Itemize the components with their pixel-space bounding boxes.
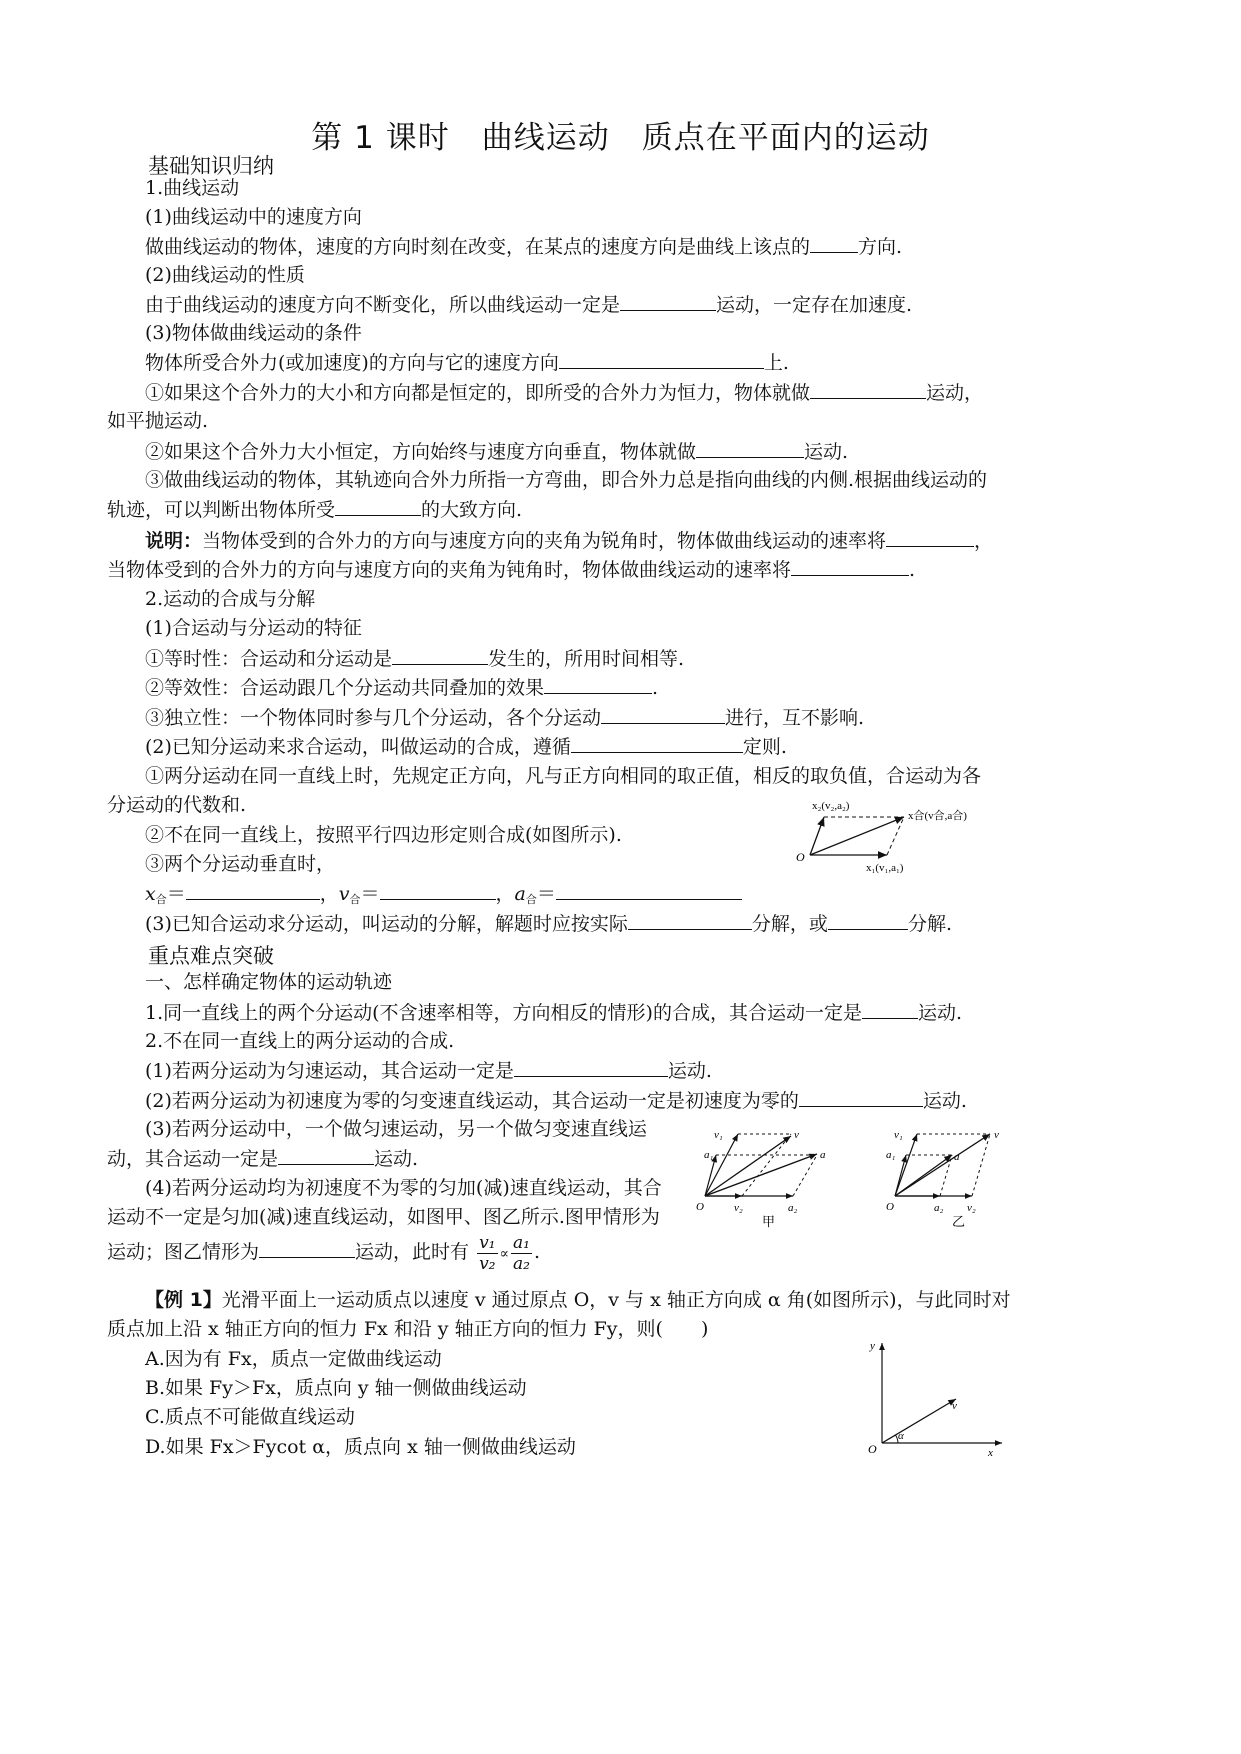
text-line: 1.曲线运动 — [145, 177, 240, 199]
text-line: 2.运动的合成与分解 — [145, 588, 316, 610]
svg-text:a: a — [820, 1149, 826, 1161]
text-line: 运动不一定是匀加(减)速直线运动，如图甲、图乙所示.图甲情形为 — [107, 1206, 660, 1228]
svg-text:a₂: a₂ — [788, 1202, 798, 1214]
label-x2: x₂(v₂,a₂) — [812, 800, 850, 812]
text-line: (2)若两分运动为初速度为零的匀变速直线运动，其合运动一定是初速度为零的 运动. — [145, 1090, 967, 1112]
svg-text:a₂: a₂ — [934, 1202, 944, 1214]
option-a: A.因为有 Fx，质点一定做曲线运动 — [145, 1348, 442, 1370]
text-line: ②如果这个合外力大小恒定，方向始终与速度方向垂直，物体就做 运动. — [145, 441, 849, 463]
label-x-he: x合(v合,a合) — [908, 810, 967, 822]
figure-jia-yi — [690, 1120, 1020, 1232]
answer-blank — [514, 1058, 668, 1077]
vector-x-he — [810, 817, 904, 855]
answer-blank — [828, 911, 908, 930]
svg-text:v: v — [994, 1129, 999, 1141]
svg-text:O: O — [868, 1442, 877, 1456]
page-title: 第 1 课时 曲线运动 质点在平面内的运动 — [311, 120, 930, 156]
text-line: (3)若两分运动中，一个做匀速运动，另一个做匀变速直线运 — [145, 1118, 647, 1140]
answer-blank — [335, 497, 421, 516]
answer-blank — [886, 528, 974, 547]
svg-text:v₂: v₂ — [734, 1202, 743, 1214]
svg-text:O: O — [696, 1201, 704, 1213]
answer-blank — [862, 1000, 918, 1019]
svg-text:甲: 甲 — [762, 1214, 776, 1229]
answer-blank — [791, 557, 909, 576]
text-line: 说明：当物体受到的合外力的方向与速度方向的夹角为锐角时，物体做曲线运动的速率将 ， — [145, 530, 994, 552]
svg-text:乙: 乙 — [952, 1214, 966, 1229]
section-heading-key-points: 重点难点突破 — [148, 944, 274, 968]
svg-text:v₁: v₁ — [894, 1129, 903, 1141]
svg-text:v₁: v₁ — [714, 1129, 723, 1141]
text-line: (1)合运动与分运动的特征 — [145, 617, 362, 639]
svg-text:a₁: a₁ — [886, 1149, 896, 1161]
text-line: (3)已知合运动求分运动，叫运动的分解，解题时应按实际 分解，或 分解. — [145, 913, 952, 935]
text-line: (3)物体做曲线运动的条件 — [145, 322, 362, 344]
answer-blank — [380, 881, 496, 900]
answer-blank — [799, 1088, 923, 1107]
text-line: 物体所受合外力(或加速度)的方向与它的速度方向 上. — [145, 352, 789, 374]
svg-text:v: v — [952, 1400, 957, 1412]
answer-blank — [278, 1146, 374, 1165]
text-line: ①如果这个合外力的大小和方向都是恒定的，即所受的合外力为恒力，物体就做 运动， — [145, 382, 984, 404]
text-line: 做曲线运动的物体，速度的方向时刻在改变，在某点的速度方向是曲线上该点的 方向. — [145, 236, 903, 258]
velocity-vector — [882, 1399, 956, 1443]
text-line: 分运动的代数和. — [107, 794, 247, 816]
example-line: 【例 1】光滑平面上一运动质点以速度 v 通过原点 O，v 与 x 轴正方向成 α 角(如图所示)，与此同时对 — [145, 1289, 1011, 1311]
text-line: ①两分运动在同一直线上时，先规定正方向，凡与正方向相同的取正值，相反的取负值，合运动为各 — [145, 765, 982, 787]
label-origin: O — [796, 850, 805, 864]
text-line: 2.不在同一直线上的两分运动的合成. — [145, 1030, 455, 1052]
text-line: 如平抛运动. — [107, 410, 209, 432]
parallelogram-figure — [790, 795, 990, 880]
svg-text:x: x — [988, 1447, 993, 1459]
answer-blank — [620, 292, 716, 311]
text-line: (1)曲线运动中的速度方向 — [145, 206, 362, 228]
figure-jia — [696, 1129, 826, 1229]
text-line: (4)若两分运动均为初速度不为零的匀加(减)速直线运动，其合 — [145, 1177, 662, 1199]
text-line: 当物体受到的合外力的方向与速度方向的夹角为钝角时，物体做曲线运动的速率将 . — [107, 559, 916, 581]
answer-blank — [392, 646, 488, 665]
fraction-v: $\frac{\text{v₁}}{\text{v₂}}$ — [479, 1232, 496, 1274]
option-b: B.如果 Fy＞Fx，质点向 y 轴一侧做曲线运动 — [145, 1377, 527, 1399]
svg-text:v₂: v₂ — [967, 1202, 976, 1214]
answer-blank — [259, 1239, 355, 1258]
label-x1: x₁(v₁,a₁) — [866, 862, 904, 874]
section-heading-basics: 基础知识归纳 — [148, 154, 274, 178]
subheading: 一、怎样确定物体的运动轨迹 — [145, 971, 393, 993]
answer-blank — [544, 675, 652, 694]
text-line: ③做曲线运动的物体，其轨迹向合外力所指一方弯曲，即合外力总是指向曲线的内侧.根据曲线运动的 — [145, 469, 988, 491]
svg-text:a: a — [954, 1151, 960, 1163]
text-line: 轨迹，可以判断出物体所受 的大致方向. — [107, 499, 523, 521]
answer-blank — [571, 734, 743, 753]
option-c: C.质点不可能做直线运动 — [145, 1406, 355, 1428]
text-line: ③独立性：一个物体同时参与几个分运动，各个分运动 进行，互不影响. — [145, 707, 865, 729]
fraction-a: $\frac{\text{a₁}}{\text{a₂}}$ — [512, 1232, 530, 1274]
vector-x2 — [810, 817, 824, 855]
formula-line: $x_合=$ ，$v_合=$ ，$a_合=$ — [145, 881, 742, 912]
option-d: D.如果 Fx＞Fycot α，质点向 x 轴一侧做曲线运动 — [145, 1436, 576, 1458]
axes-figure — [860, 1335, 1010, 1460]
svg-text:a₁: a₁ — [704, 1149, 714, 1161]
text-line: 由于曲线运动的速度方向不断变化，所以曲线运动一定是 运动，一定存在加速度. — [145, 294, 913, 316]
answer-blank — [559, 350, 764, 369]
answer-blank — [601, 705, 725, 724]
text-line: (2)曲线运动的性质 — [145, 264, 305, 286]
answer-blank — [696, 439, 804, 458]
svg-text:v: v — [794, 1129, 799, 1141]
text-line: ②不在同一直线上，按照平行四边形定则合成(如图所示). — [145, 824, 622, 846]
text-line: 运动；图乙情形为 运动，此时有 $\frac{\text{v₁}}{\text{v₂}}$ ∝ $\frac{\text{a₁}}{\text{a₂}}$ . — [107, 1232, 540, 1274]
text-line: ①等时性：合运动和分运动是 发生的，所用时间相等. — [145, 648, 685, 670]
text-line: ③两个分运动垂直时， — [145, 853, 336, 875]
answer-blank — [556, 881, 742, 900]
text-line: (1)若两分运动为匀速运动，其合运动一定是 运动. — [145, 1060, 712, 1082]
answer-blank — [810, 380, 926, 399]
example-line: 质点加上沿 x 轴正方向的恒力 Fx 和沿 y 轴正方向的恒力 Fy，则( ) — [107, 1318, 709, 1340]
figure-yi — [886, 1129, 999, 1229]
answer-blank — [810, 234, 858, 253]
text-line: 1.同一直线上的两个分运动(不含速率相等，方向相反的情形)的合成，其合运动一定是 运动. — [145, 1002, 963, 1024]
text-line: (2)已知分运动来求合运动，叫做运动的合成，遵循 定则. — [145, 736, 787, 758]
text-line: 动，其合运动一定是 运动. — [107, 1148, 419, 1170]
svg-text:O: O — [886, 1201, 894, 1213]
text-line: ②等效性：合运动跟几个分运动共同叠加的效果 . — [145, 677, 659, 699]
answer-blank — [628, 911, 752, 930]
svg-text:α: α — [898, 1430, 904, 1442]
svg-text:y: y — [870, 1340, 875, 1352]
answer-blank — [186, 881, 320, 900]
